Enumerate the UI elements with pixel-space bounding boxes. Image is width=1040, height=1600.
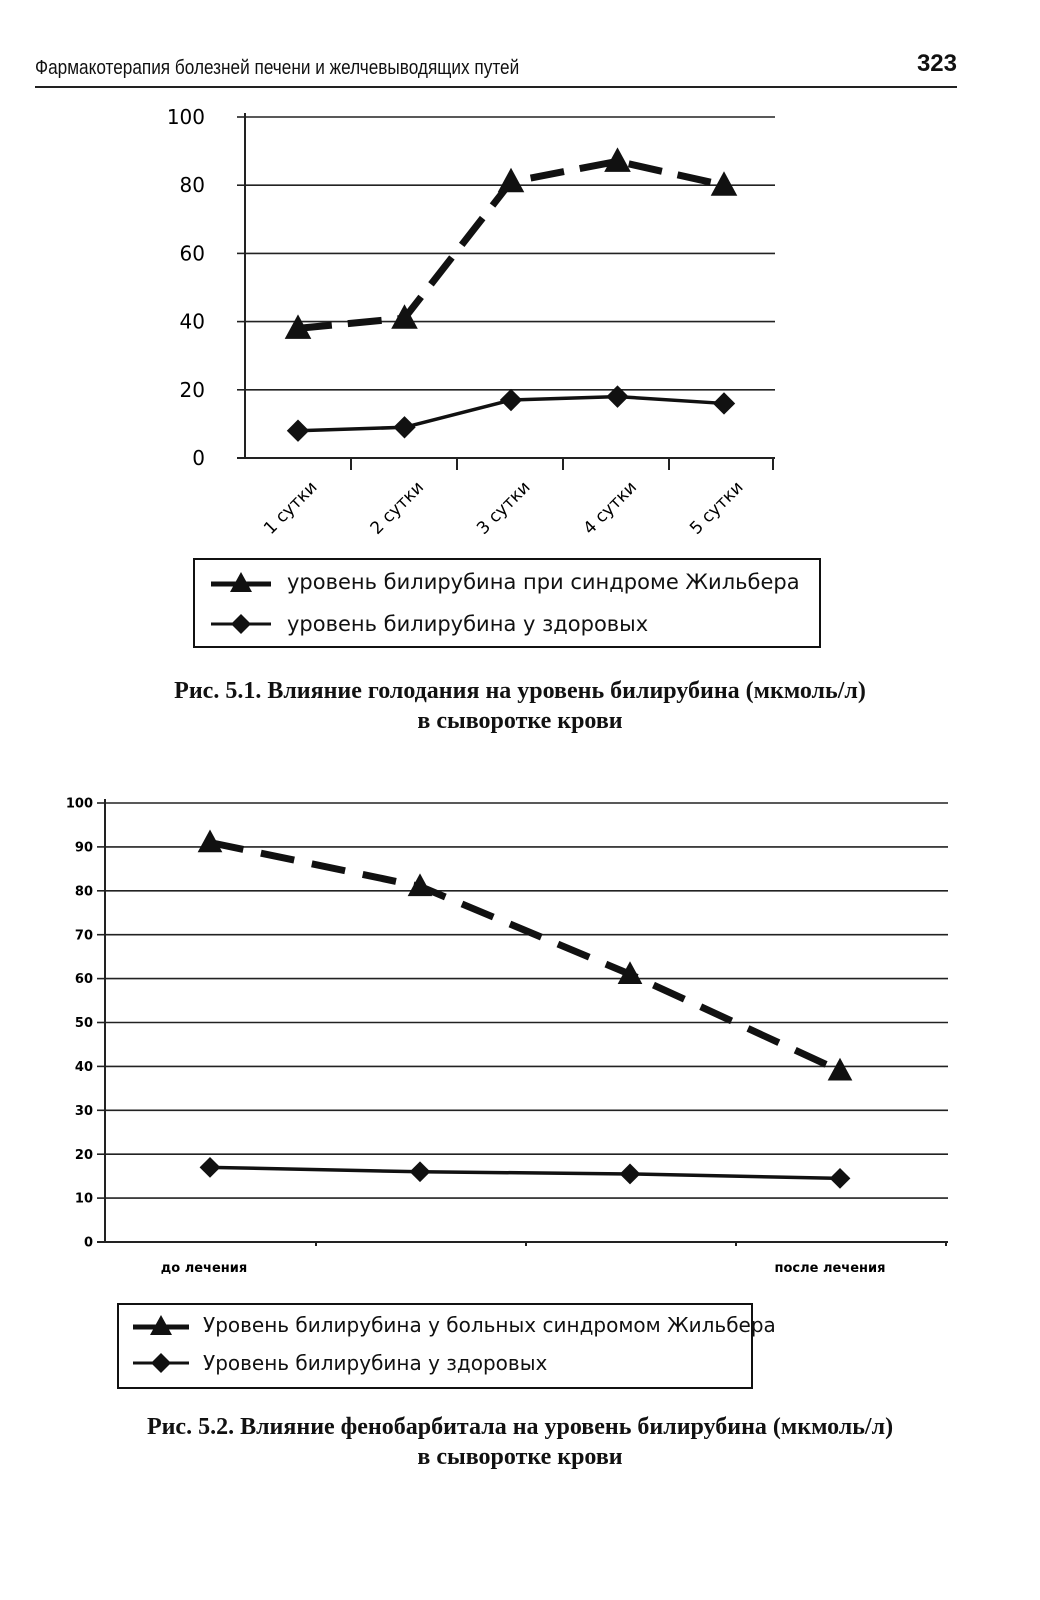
triangle-marker-icon: [205, 570, 277, 594]
legend-label: Уровень билирубина у здоровых: [203, 1351, 548, 1375]
diamond-marker-icon: [205, 612, 277, 636]
y-tick-label: 70: [74, 928, 93, 944]
legend-item-gilbert: [129, 1313, 776, 1337]
caption-line: Рис. 5.2. Влияние фенобарбитала на уровень билирубина (мкмоль/л): [146, 1414, 894, 1440]
data-point-triangle: [711, 171, 738, 196]
y-tick-label: 100: [65, 796, 93, 812]
running-title: Фармакотерапия болезней печени и желчевыводящих путей: [35, 57, 520, 79]
legend-starvation: [193, 558, 821, 648]
figure-caption-5-2: [0, 1412, 1040, 1472]
y-tick-label: 0: [192, 446, 205, 470]
x-tick-label: 1 сутки: [260, 477, 322, 539]
legend-item-healthy: [205, 612, 648, 636]
y-tick-label: 0: [83, 1235, 93, 1251]
data-point-diamond: [500, 389, 522, 411]
legend-label: Уровень билирубина у больных синдромом Жильбера: [203, 1313, 776, 1337]
series-line-gilbert: [210, 843, 840, 1071]
data-point-triangle: [408, 873, 433, 896]
legend-item-healthy: [129, 1351, 547, 1375]
x-tick-label: 3 сутки: [473, 477, 535, 539]
running-head: [35, 48, 957, 88]
series-line-healthy: [210, 1167, 840, 1178]
x-tick-label: 5 сутки: [686, 477, 748, 539]
data-point-diamond: [620, 1164, 641, 1185]
y-tick-label: 40: [74, 1059, 93, 1075]
diamond-marker-icon: [129, 1351, 195, 1375]
y-tick-label: 60: [179, 241, 205, 266]
x-tick-label: до лечения: [160, 1261, 248, 1276]
data-point-diamond: [393, 416, 415, 438]
legend-label: уровень билирубина у здоровых: [287, 612, 649, 636]
y-tick-label: 10: [74, 1191, 93, 1207]
caption-line: в сыворотке крови: [417, 1444, 623, 1470]
y-tick-label: 50: [74, 1016, 93, 1032]
legend-item-gilbert: [205, 570, 800, 594]
caption-line: в сыворотке крови: [417, 708, 623, 734]
x-tick-label: 4 сутки: [579, 477, 642, 539]
y-tick-label: 90: [74, 840, 93, 856]
caption-line: Рис. 5.1. Влияние голодания на уровень билирубина (мкмоль/л): [174, 678, 866, 704]
y-tick-label: 80: [179, 173, 205, 198]
chart-starvation: [0, 100, 1040, 560]
y-tick-label: 20: [74, 1147, 93, 1163]
data-point-diamond: [410, 1161, 431, 1182]
page-number: 323: [916, 50, 957, 77]
y-tick-label: 80: [74, 884, 93, 900]
data-point-diamond: [200, 1157, 221, 1178]
y-tick-label: 20: [179, 377, 205, 402]
data-point-diamond: [287, 420, 309, 442]
x-tick-label: после лечения: [774, 1261, 886, 1276]
y-tick-label: 30: [74, 1103, 93, 1119]
data-point-diamond: [713, 392, 735, 414]
data-point-diamond: [830, 1168, 851, 1189]
chart-phenobarbital: [0, 795, 1040, 1285]
legend-label: уровень билирубина при синдроме Жильбера: [287, 570, 800, 594]
data-point-triangle: [498, 168, 525, 193]
legend-phenobarbital: [117, 1303, 776, 1389]
figure-caption-5-1: [0, 676, 1040, 736]
y-tick-label: 60: [74, 972, 93, 988]
data-point-triangle: [828, 1058, 853, 1081]
x-tick-label: 2 сутки: [366, 477, 429, 539]
data-point-diamond: [606, 385, 628, 407]
y-tick-label: 40: [179, 309, 205, 334]
y-tick-label: 100: [166, 105, 205, 129]
triangle-marker-icon: [129, 1313, 195, 1337]
